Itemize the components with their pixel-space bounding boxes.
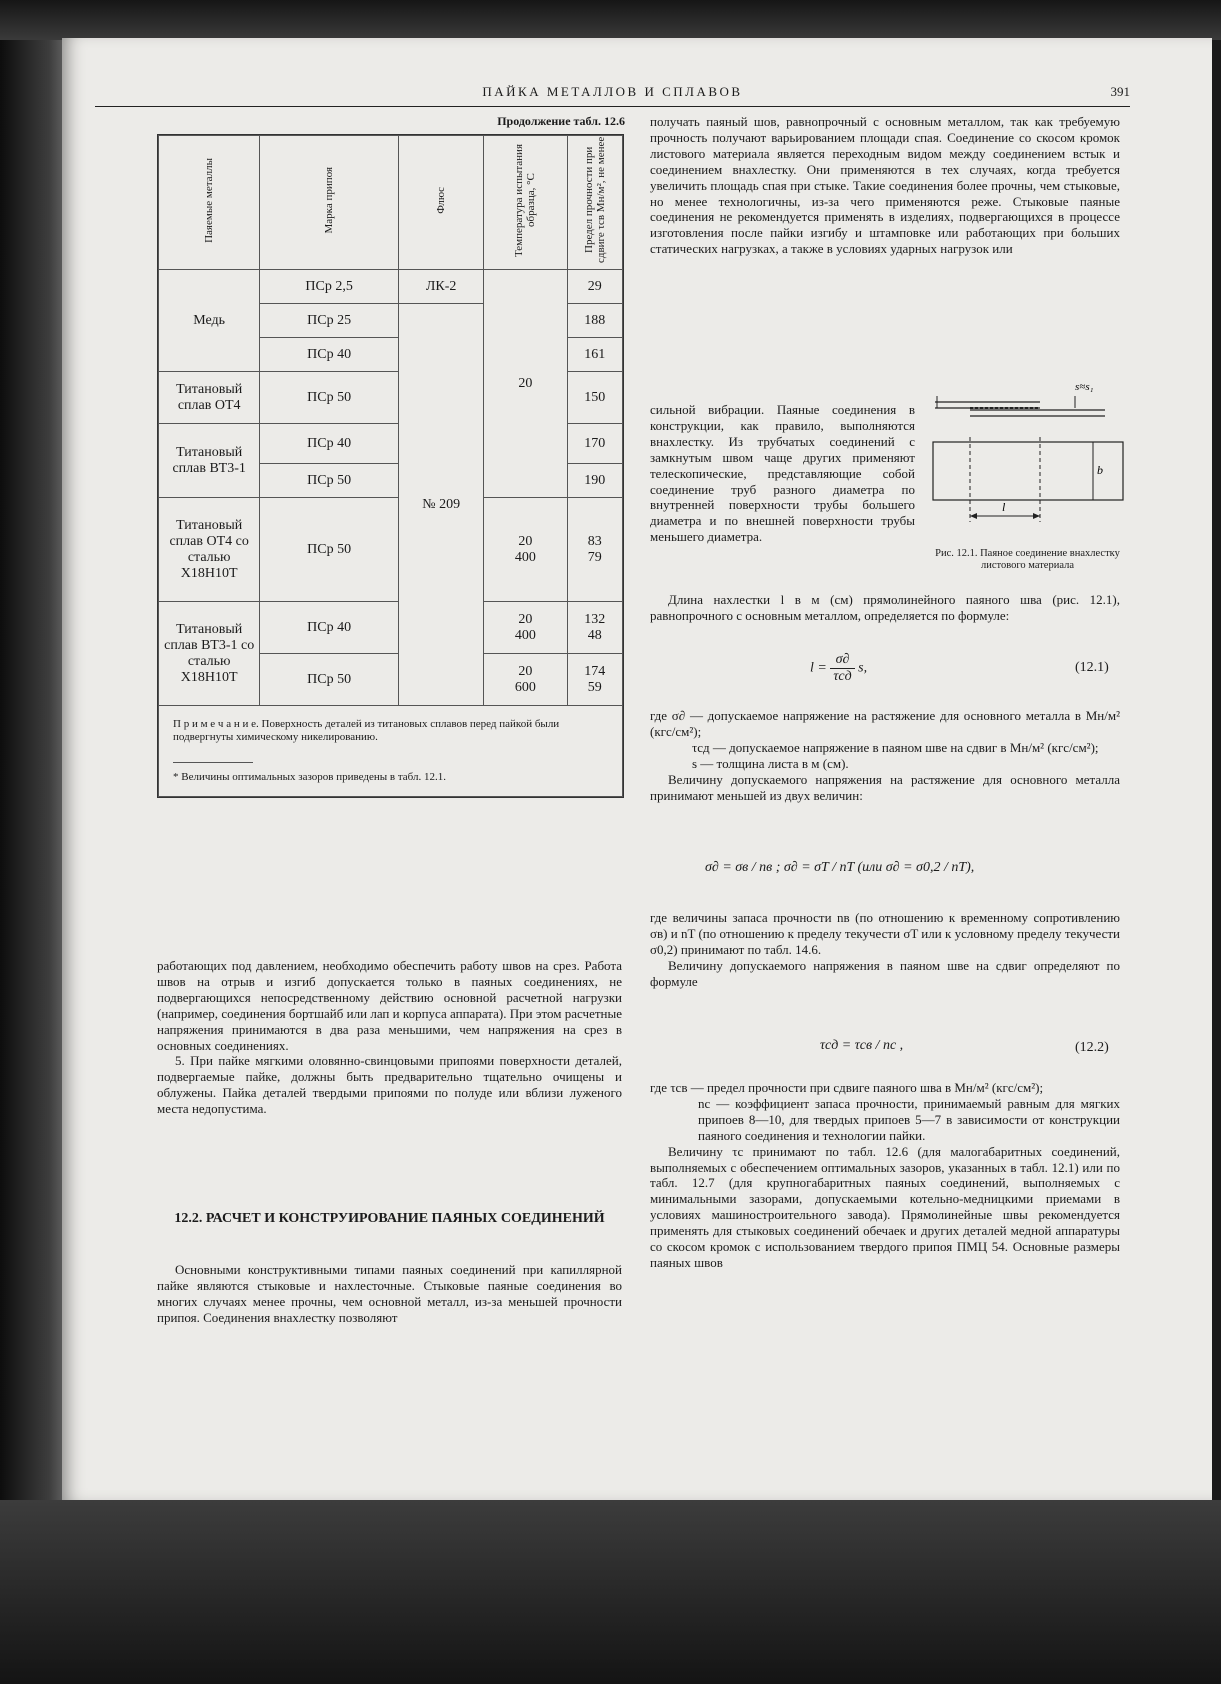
- cell-metal: Медь: [159, 270, 260, 372]
- cell-strength: 190: [567, 464, 623, 498]
- scan-top-border: [0, 0, 1221, 40]
- cell-strength: 174 59: [567, 654, 623, 706]
- eq1-tail: s,: [858, 660, 868, 676]
- where-item: nс — коэффициент запаса прочности, принимаемый равным для мягких припоев 8—10, для твердых припоев 5—7 в зависимости от конструкции паяного соединения и технологии пайки.: [698, 1095, 1120, 1143]
- header-temp: Температура испытания образца, °С: [484, 136, 567, 270]
- cell-solder: ПСр 50: [260, 464, 399, 498]
- paragraph: Величину допускаемого напряжения на растяжение для основного металла принимают меньшей из двух величин:: [650, 771, 1120, 803]
- paragraph: работающих под давлением, необходимо обеспечить работу швов на срез. Работа швов на отрыв и изгиб допускается только в паяных соединениях, не подвергающихся непосредственному действию основной расчетной нагрузки (например, соединения бортшайб или лап и корпуса аппарата). При этом расчетные напряжения принимаются в два раза меньшими, чем напряжения на срез в основных соединениях.: [157, 958, 622, 1053]
- equation-number-12-2: (12.2): [1075, 1040, 1109, 1055]
- equation-sigma: σ∂ = σв / nв ; σ∂ = σT / nT (или σ∂ = σ0,2 / nT),: [705, 860, 975, 875]
- where-item: где σ∂ — допускаемое напряжение на растяжение для основного металла в Мн/м² (кгс/см²);: [650, 708, 1120, 739]
- lap-joint-diagram: [925, 382, 1130, 552]
- cell-metal: Титановый сплав ОТ4: [159, 372, 260, 424]
- where-block-1: [650, 708, 1120, 803]
- eq1-den: τсд: [833, 669, 852, 684]
- where-item: где τсв — предел прочности при сдвиге паяного шва в Мн/м² (кгс/см²);: [650, 1080, 1044, 1095]
- table-footnote: * Величины оптимальных зазоров приведены в табл. 12.1.: [173, 771, 446, 783]
- figure-lap-joint: [925, 382, 1130, 552]
- cell-solder: ПСр 40: [260, 338, 399, 372]
- cell-strength: 83 79: [567, 498, 623, 602]
- paragraph: где величины запаса прочности nв (по отношению к временному сопротивлению σв) и nT (по отношению к пределу текучести σT или к условному пределу текучести σ0,2) принимают по табл. 14.6.: [650, 910, 1120, 957]
- scan-bottom-border: [0, 1500, 1221, 1684]
- where-item: τсд — допускаемое напряжение в паяном шве на сдвиг в Мн/м² (кгс/см²);: [692, 739, 1099, 755]
- header-strength: Предел прочности при сдвиге τсв Мн/м², не менее: [567, 136, 623, 270]
- paragraph: Основными конструктивными типами паяных соединений при капиллярной пайке являются стыковые и нахлесточные. Стыковые паяные соединения во многих случаях менее прочны, чем основной металл, из-за меньшей прочности припоя. Соединения внахлестку позволяют: [157, 1262, 622, 1325]
- cell-solder: ПСр 40: [260, 602, 399, 654]
- cell-flux: № 209: [398, 304, 483, 706]
- cell-temp: 20: [484, 270, 567, 498]
- strength-table: [157, 134, 624, 798]
- where-block-2: [650, 1080, 1120, 1271]
- table-continuation-caption: Продолжение табл. 12.6: [497, 114, 625, 128]
- paragraph: 5. При пайке мягкими оловянно-свинцовыми припоями поверхности деталей, подвергаемые пайке, должны быть предварительно тщательно очищены и облужены. Пайка деталей твердыми припоями по полуде или вблизи луженого места недопустима.: [157, 1053, 622, 1117]
- paragraph: Величину допускаемого напряжения в паяном шве на сдвиг определяют по формуле: [650, 957, 1120, 989]
- cell-solder: ПСр 40: [260, 424, 399, 464]
- table-footnote-rule: [173, 762, 446, 784]
- cell-strength: 150: [567, 372, 623, 424]
- cell-solder: ПСр 2,5: [260, 270, 399, 304]
- equation-number-12-1: (12.1): [1075, 660, 1109, 675]
- header-metal: Паяемые металлы: [159, 136, 260, 270]
- left-column-text: [157, 958, 622, 1117]
- table-row: [159, 270, 623, 304]
- cell-strength: 132 48: [567, 602, 623, 654]
- running-head: [95, 84, 1130, 107]
- cell-metal: Титановый сплав ОТ4 со сталью Х18Н10Т: [159, 498, 260, 602]
- right-column-text-2: [650, 592, 1120, 624]
- cell-strength: 188: [567, 304, 623, 338]
- cell-solder: ПСр 50: [260, 654, 399, 706]
- section-heading: 12.2. РАСЧЕТ И КОНСТРУИРОВАНИЕ ПАЯНЫХ СОЕДИНЕНИЙ: [174, 1211, 605, 1226]
- equation-12-2: τсд = τсв / nс ,: [820, 1038, 904, 1053]
- right-column-text-3: [650, 910, 1120, 990]
- paragraph: Величину τс принимают по табл. 12.6 (для малогабаритных соединений, выполняемых с обеспечением оптимальных зазоров, указанных в табл. 12.1) или по табл. 12.7 (для крупногабаритных паяных соединений, выполняемых с минимальными зазорами, допускаемыми котельно-медницкими приемами в условиях машиностроительного завода). Прямолинейные швы рекомендуется применять для стыковых соединений обечаек и других деталей медной аппаратуры со скосом кромок с использованием твердого припоя ПМЦ 54. Основные размеры паяных швов: [650, 1143, 1120, 1270]
- cell-metal: Титановый сплав ВТ3-1: [159, 424, 260, 498]
- cell-strength: 29: [567, 270, 623, 304]
- table-note: [159, 706, 623, 797]
- cell-strength: 170: [567, 424, 623, 464]
- paragraph: получать паяный шов, равнопрочный с основным металлом, так как требуемую прочность получают варьированием площади спая. Соединение со скосом кромок листового материала является переходным видом между соединением встык и соединением внахлестку. Они применяются в тех случаях, когда требуется увеличить площадь спая при стыке. Такие соединения более прочны, чем стыковые, но менее технологичны, из-за чего применяются реже. Стыковые паяные соединения не рекомендуется применять в изделиях, подвергающихся в процессе изготовления после пайки изгибу и штамповке или работающих при больших статических нагрузках, а также в условиях ударных нагрузок или: [650, 114, 1120, 257]
- figure-caption: Рис. 12.1. Паяное соединение внахлестку листового материала: [935, 548, 1120, 571]
- paragraph: Длина нахлестки l в м (см) прямолинейного паяного шва (рис. 12.1), равнопрочного с основным металлом, определяется по формуле:: [650, 592, 1120, 623]
- cell-temp: 20 400: [484, 602, 567, 654]
- cell-solder: ПСр 25: [260, 304, 399, 338]
- eq1-num: σ∂: [830, 652, 854, 669]
- cell-metal: Титановый сплав ВТ3-1 со сталью Х18Н10Т: [159, 602, 260, 706]
- header-solder: Марка припоя: [260, 136, 399, 270]
- cell-solder: ПСр 50: [260, 498, 399, 602]
- equation-12-1: [810, 652, 867, 685]
- table-row: [159, 498, 623, 602]
- label-l: l: [1002, 500, 1006, 514]
- eq1-fraction: [830, 652, 854, 685]
- cell-flux: ЛК-2: [398, 270, 483, 304]
- running-head-title: ПАЙКА МЕТАЛЛОВ И СПЛАВОВ: [482, 84, 743, 99]
- book-spine-shadow: [0, 0, 70, 1684]
- right-column-text: [650, 114, 1120, 257]
- cell-temp: 20 400: [484, 498, 567, 602]
- label-s: s≈s₁: [1075, 382, 1094, 393]
- cell-strength: 161: [567, 338, 623, 372]
- eq1-lhs: l =: [810, 660, 827, 676]
- right-column-narrow: [650, 402, 915, 545]
- table-note-text: П р и м е ч а н и е. Поверхность деталей из титановых сплавов перед пайкой были подвергнуты химическому никелированию.: [173, 718, 560, 743]
- header-flux: Флюс: [398, 136, 483, 270]
- paragraph: сильной вибрации. Паяные соединения в конструкции, как правило, выполняются внахлестку. Из трубчатых соединений с замкнутым швом чаще других применяют телескопические, представляющие собой соединение труб разного диаметра по внутренней поверхности трубы большего диаметра и по внешней поверхности трубы меньшего диаметра.: [650, 402, 915, 545]
- left-column-text-2: [157, 1262, 622, 1326]
- label-b: b: [1097, 463, 1103, 477]
- where-item: s — толщина листа в м (см).: [692, 755, 849, 771]
- page-number: 391: [1110, 84, 1130, 99]
- cell-temp: 20 600: [484, 654, 567, 706]
- table-row: [159, 602, 623, 654]
- cell-solder: ПСр 50: [260, 372, 399, 424]
